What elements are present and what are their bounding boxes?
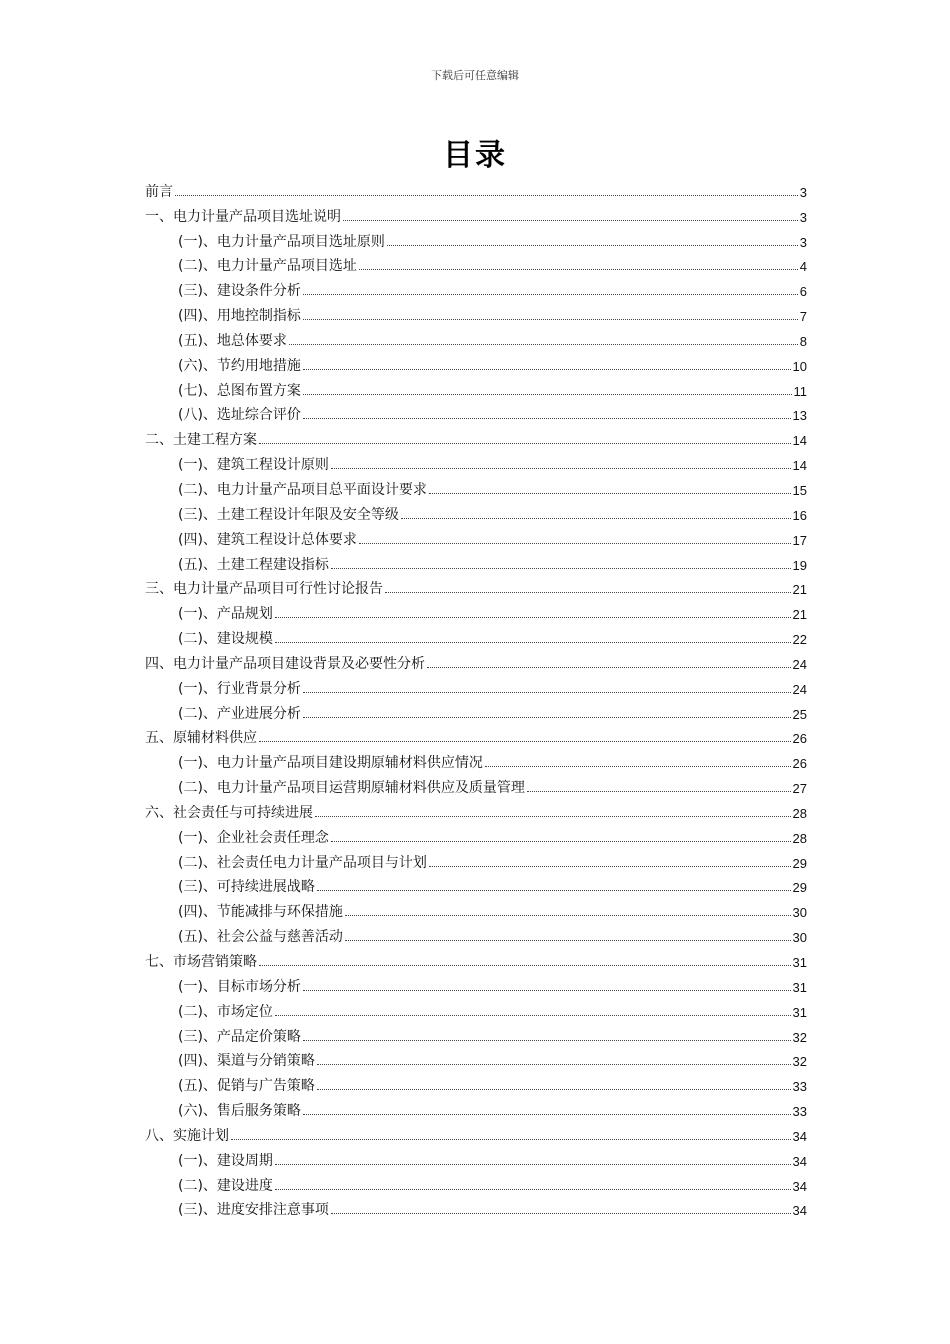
toc-entry-label: (六)、节约用地措施 <box>178 357 301 374</box>
toc-entry-label: (一)、产品规划 <box>178 606 273 623</box>
toc-dot-leader <box>303 418 791 419</box>
toc-entry-page: 24 <box>792 656 807 672</box>
toc-entry-label: 二、土建工程方案 <box>145 432 257 449</box>
toc-dot-leader <box>259 443 791 444</box>
toc-entry-page: 26 <box>792 756 807 772</box>
toc-entry-label: 八、实施计划 <box>145 1127 229 1144</box>
toc-entry[interactable] <box>145 423 807 448</box>
toc-dot-leader <box>429 866 791 867</box>
toc-dot-leader <box>275 617 791 618</box>
toc-entry[interactable] <box>145 945 807 970</box>
toc-entry-page: 24 <box>792 681 807 697</box>
toc-dot-leader <box>385 592 791 593</box>
toc-entry[interactable] <box>145 871 807 896</box>
toc-entry[interactable] <box>145 349 807 374</box>
toc-entry[interactable] <box>145 175 807 200</box>
toc-entry[interactable] <box>145 374 807 399</box>
toc-entry-page: 25 <box>792 706 807 722</box>
toc-entry-page: 31 <box>792 1004 807 1020</box>
toc-entry-label: (一)、建筑工程设计原则 <box>178 457 329 474</box>
toc-dot-leader <box>175 195 798 196</box>
toc-dot-leader <box>427 667 791 668</box>
toc-entry-label: (三)、进度安排注意事项 <box>178 1202 329 1219</box>
toc-entry[interactable] <box>145 920 807 945</box>
toc-entry-page: 21 <box>792 607 807 623</box>
toc-entry-label: 一、电力计量产品项目选址说明 <box>145 208 341 225</box>
toc-entry-label: (四)、建筑工程设计总体要求 <box>178 531 357 548</box>
toc-entry-label: (二)、建设进度 <box>178 1177 273 1194</box>
toc-dot-leader <box>317 890 791 891</box>
toc-entry-page: 15 <box>792 482 807 498</box>
toc-dot-leader <box>275 642 791 643</box>
toc-entry-label: (五)、土建工程建设指标 <box>178 556 329 573</box>
toc-entry-label: (三)、土建工程设计年限及安全等级 <box>178 506 399 523</box>
toc-entry-label: (二)、产业进展分析 <box>178 705 301 722</box>
toc-entry[interactable] <box>145 250 807 275</box>
toc-entry-page: 32 <box>792 1029 807 1045</box>
toc-entry-page: 34 <box>792 1128 807 1144</box>
toc-dot-leader <box>315 816 791 817</box>
toc-dot-leader <box>331 568 791 569</box>
toc-entry-label: (六)、售后服务策略 <box>178 1103 301 1120</box>
toc-entry[interactable] <box>145 846 807 871</box>
toc-entry-label: (三)、产品定价策略 <box>178 1028 301 1045</box>
toc-entry-label: (二)、电力计量产品项目运营期原辅材料供应及质量管理 <box>178 780 525 797</box>
toc-entry-page: 27 <box>792 781 807 797</box>
toc-entry-page: 13 <box>792 408 807 424</box>
toc-dot-leader <box>275 1164 791 1165</box>
toc-dot-leader <box>345 915 791 916</box>
toc-dot-leader <box>303 369 791 370</box>
toc-entry[interactable] <box>145 771 807 796</box>
toc-entry-page: 34 <box>792 1203 807 1219</box>
toc-entry[interactable] <box>145 1169 807 1194</box>
toc-dot-leader <box>359 269 798 270</box>
toc-entry-label: (三)、建设条件分析 <box>178 283 301 300</box>
toc-entry-label: 前言 <box>145 183 173 200</box>
toc-entry-page: 16 <box>792 507 807 523</box>
toc-entry-page: 3 <box>799 209 807 225</box>
toc-entry-page: 21 <box>792 582 807 598</box>
toc-dot-leader <box>303 394 792 395</box>
toc-entry-page: 34 <box>792 1178 807 1194</box>
toc-entry-label: (五)、社会公益与慈善活动 <box>178 929 343 946</box>
toc-dot-leader <box>303 692 791 693</box>
toc-entry[interactable] <box>145 722 807 747</box>
toc-entry-label: (二)、电力计量产品项目总平面设计要求 <box>178 481 427 498</box>
toc-entry-label: (二)、电力计量产品项目选址 <box>178 258 357 275</box>
toc-entry-label: (四)、节能减排与环保措施 <box>178 904 343 921</box>
toc-entry[interactable] <box>145 622 807 647</box>
toc-entry-label: 七、市场营销策略 <box>145 954 257 970</box>
toc-entry[interactable] <box>145 523 807 548</box>
toc-entry-page: 7 <box>799 309 807 325</box>
toc-entry-page: 14 <box>792 458 807 474</box>
toc-entry[interactable] <box>145 548 807 573</box>
toc-entry-page: 6 <box>799 284 807 300</box>
toc-entry-label: 六、社会责任与可持续进展 <box>145 804 313 821</box>
toc-entry-page: 32 <box>792 1054 807 1070</box>
toc-dot-leader <box>303 717 791 718</box>
toc-entry-label: (二)、建设规模 <box>178 631 273 648</box>
toc-entry-label: (一)、企业社会责任理念 <box>178 829 329 846</box>
toc-entry-page: 26 <box>792 731 807 747</box>
toc-entry[interactable] <box>145 399 807 424</box>
toc-entry[interactable] <box>145 1119 807 1144</box>
toc-entry-page: 11 <box>793 383 807 399</box>
toc-entry-label: (五)、地总体要求 <box>178 332 287 349</box>
toc-entry-page: 33 <box>792 1079 807 1095</box>
toc-entry-page: 31 <box>792 955 807 970</box>
toc-entry-page: 3 <box>799 184 807 200</box>
toc-dot-leader <box>343 220 798 221</box>
toc-entry-page: 29 <box>792 855 807 871</box>
toc-entry[interactable] <box>145 1194 807 1219</box>
toc-entry[interactable] <box>145 473 807 498</box>
toc-entry[interactable] <box>145 821 807 846</box>
toc-dot-leader <box>259 965 791 966</box>
toc-dot-leader <box>317 1089 791 1090</box>
toc-dot-leader <box>331 468 791 469</box>
toc-entry[interactable] <box>145 498 807 523</box>
toc-entry-page: 28 <box>792 830 807 846</box>
toc-title: 目录 <box>443 138 507 173</box>
toc-dot-leader <box>303 1114 791 1115</box>
toc-entry-page: 22 <box>792 632 807 648</box>
toc-entry[interactable] <box>145 1144 807 1169</box>
toc-entry-label: (二)、社会责任电力计量产品项目与计划 <box>178 854 427 871</box>
toc-dot-leader <box>331 1213 791 1214</box>
toc-dot-leader <box>345 940 791 941</box>
toc-dot-leader <box>527 791 791 792</box>
toc-entry[interactable] <box>145 895 807 920</box>
toc-dot-leader <box>331 841 791 842</box>
toc-entry[interactable] <box>145 324 807 349</box>
toc-entry[interactable] <box>145 796 807 821</box>
toc-entry-page: 17 <box>792 532 807 548</box>
toc-entry-label: (五)、促销与广告策略 <box>178 1078 315 1095</box>
toc-entry-label: (一)、行业背景分析 <box>178 680 301 697</box>
toc-entry[interactable] <box>145 225 807 250</box>
toc-dot-leader <box>303 319 798 320</box>
toc-entry[interactable] <box>145 200 807 225</box>
toc-entry-label: (一)、目标市场分析 <box>178 978 301 995</box>
toc-entry-page: 30 <box>792 930 807 946</box>
toc-dot-leader <box>429 493 791 494</box>
toc-dot-leader <box>275 1189 791 1190</box>
toc-entry[interactable] <box>145 448 807 473</box>
toc-entry-label: (一)、建设周期 <box>178 1152 273 1169</box>
toc-entry-label: (一)、电力计量产品项目建设期原辅材料供应情况 <box>178 755 483 772</box>
toc-entry-label: (七)、总图布置方案 <box>178 382 301 399</box>
toc-entry-label: (四)、渠道与分销策略 <box>178 1053 315 1070</box>
toc-entry[interactable] <box>145 746 807 771</box>
toc-dot-leader <box>359 543 791 544</box>
toc-entry-label: 五、原辅材料供应 <box>145 730 257 747</box>
toc-entry[interactable] <box>145 672 807 697</box>
toc-entry[interactable] <box>145 1045 807 1070</box>
toc-dot-leader <box>401 518 791 519</box>
toc-entry[interactable] <box>145 274 807 299</box>
toc-dot-leader <box>275 1015 791 1016</box>
toc-dot-leader <box>303 990 791 991</box>
toc-entry-label: (一)、电力计量产品项目选址原则 <box>178 233 385 250</box>
toc-entry[interactable] <box>145 299 807 324</box>
toc-entry-label: (四)、用地控制指标 <box>178 308 301 325</box>
toc-entry[interactable] <box>145 1020 807 1045</box>
toc-entry-label: (二)、市场定位 <box>178 1003 273 1020</box>
toc-entry[interactable] <box>145 995 807 1020</box>
toc-entry[interactable] <box>145 1069 807 1094</box>
toc-entry-page: 34 <box>792 1153 807 1169</box>
toc-entry-label: (三)、可持续进展战略 <box>178 879 315 896</box>
table-of-contents <box>145 175 807 1218</box>
toc-entry-label: 三、电力计量产品项目可行性讨论报告 <box>145 581 383 598</box>
toc-entry-page: 28 <box>792 805 807 821</box>
toc-entry-page: 29 <box>792 880 807 896</box>
toc-entry-page: 4 <box>799 259 807 275</box>
toc-entry-page: 14 <box>792 433 807 449</box>
toc-entry-page: 3 <box>799 234 807 250</box>
toc-entry[interactable] <box>145 597 807 622</box>
toc-entry-page: 30 <box>792 905 807 921</box>
toc-entry-label: (八)、选址综合评价 <box>178 407 301 424</box>
toc-entry-page: 10 <box>792 358 807 374</box>
toc-dot-leader <box>259 741 791 742</box>
toc-dot-leader <box>231 1139 791 1140</box>
toc-entry[interactable] <box>145 647 807 672</box>
toc-entry-page: 19 <box>792 557 807 573</box>
toc-dot-leader <box>303 294 798 295</box>
toc-entry[interactable] <box>145 970 807 995</box>
toc-dot-leader <box>303 1040 791 1041</box>
toc-entry-label: 四、电力计量产品项目建设背景及必要性分析 <box>145 655 425 672</box>
toc-dot-leader <box>485 766 791 767</box>
toc-entry[interactable] <box>145 1094 807 1119</box>
toc-entry-page: 33 <box>792 1104 807 1120</box>
toc-entry-page: 31 <box>792 979 807 995</box>
toc-entry-page: 8 <box>799 333 807 349</box>
header-note: 下载后可任意编辑 <box>431 69 519 82</box>
toc-dot-leader <box>289 344 798 345</box>
toc-entry[interactable] <box>145 573 807 598</box>
toc-entry[interactable] <box>145 697 807 722</box>
toc-dot-leader <box>387 245 798 246</box>
toc-dot-leader <box>317 1064 791 1065</box>
